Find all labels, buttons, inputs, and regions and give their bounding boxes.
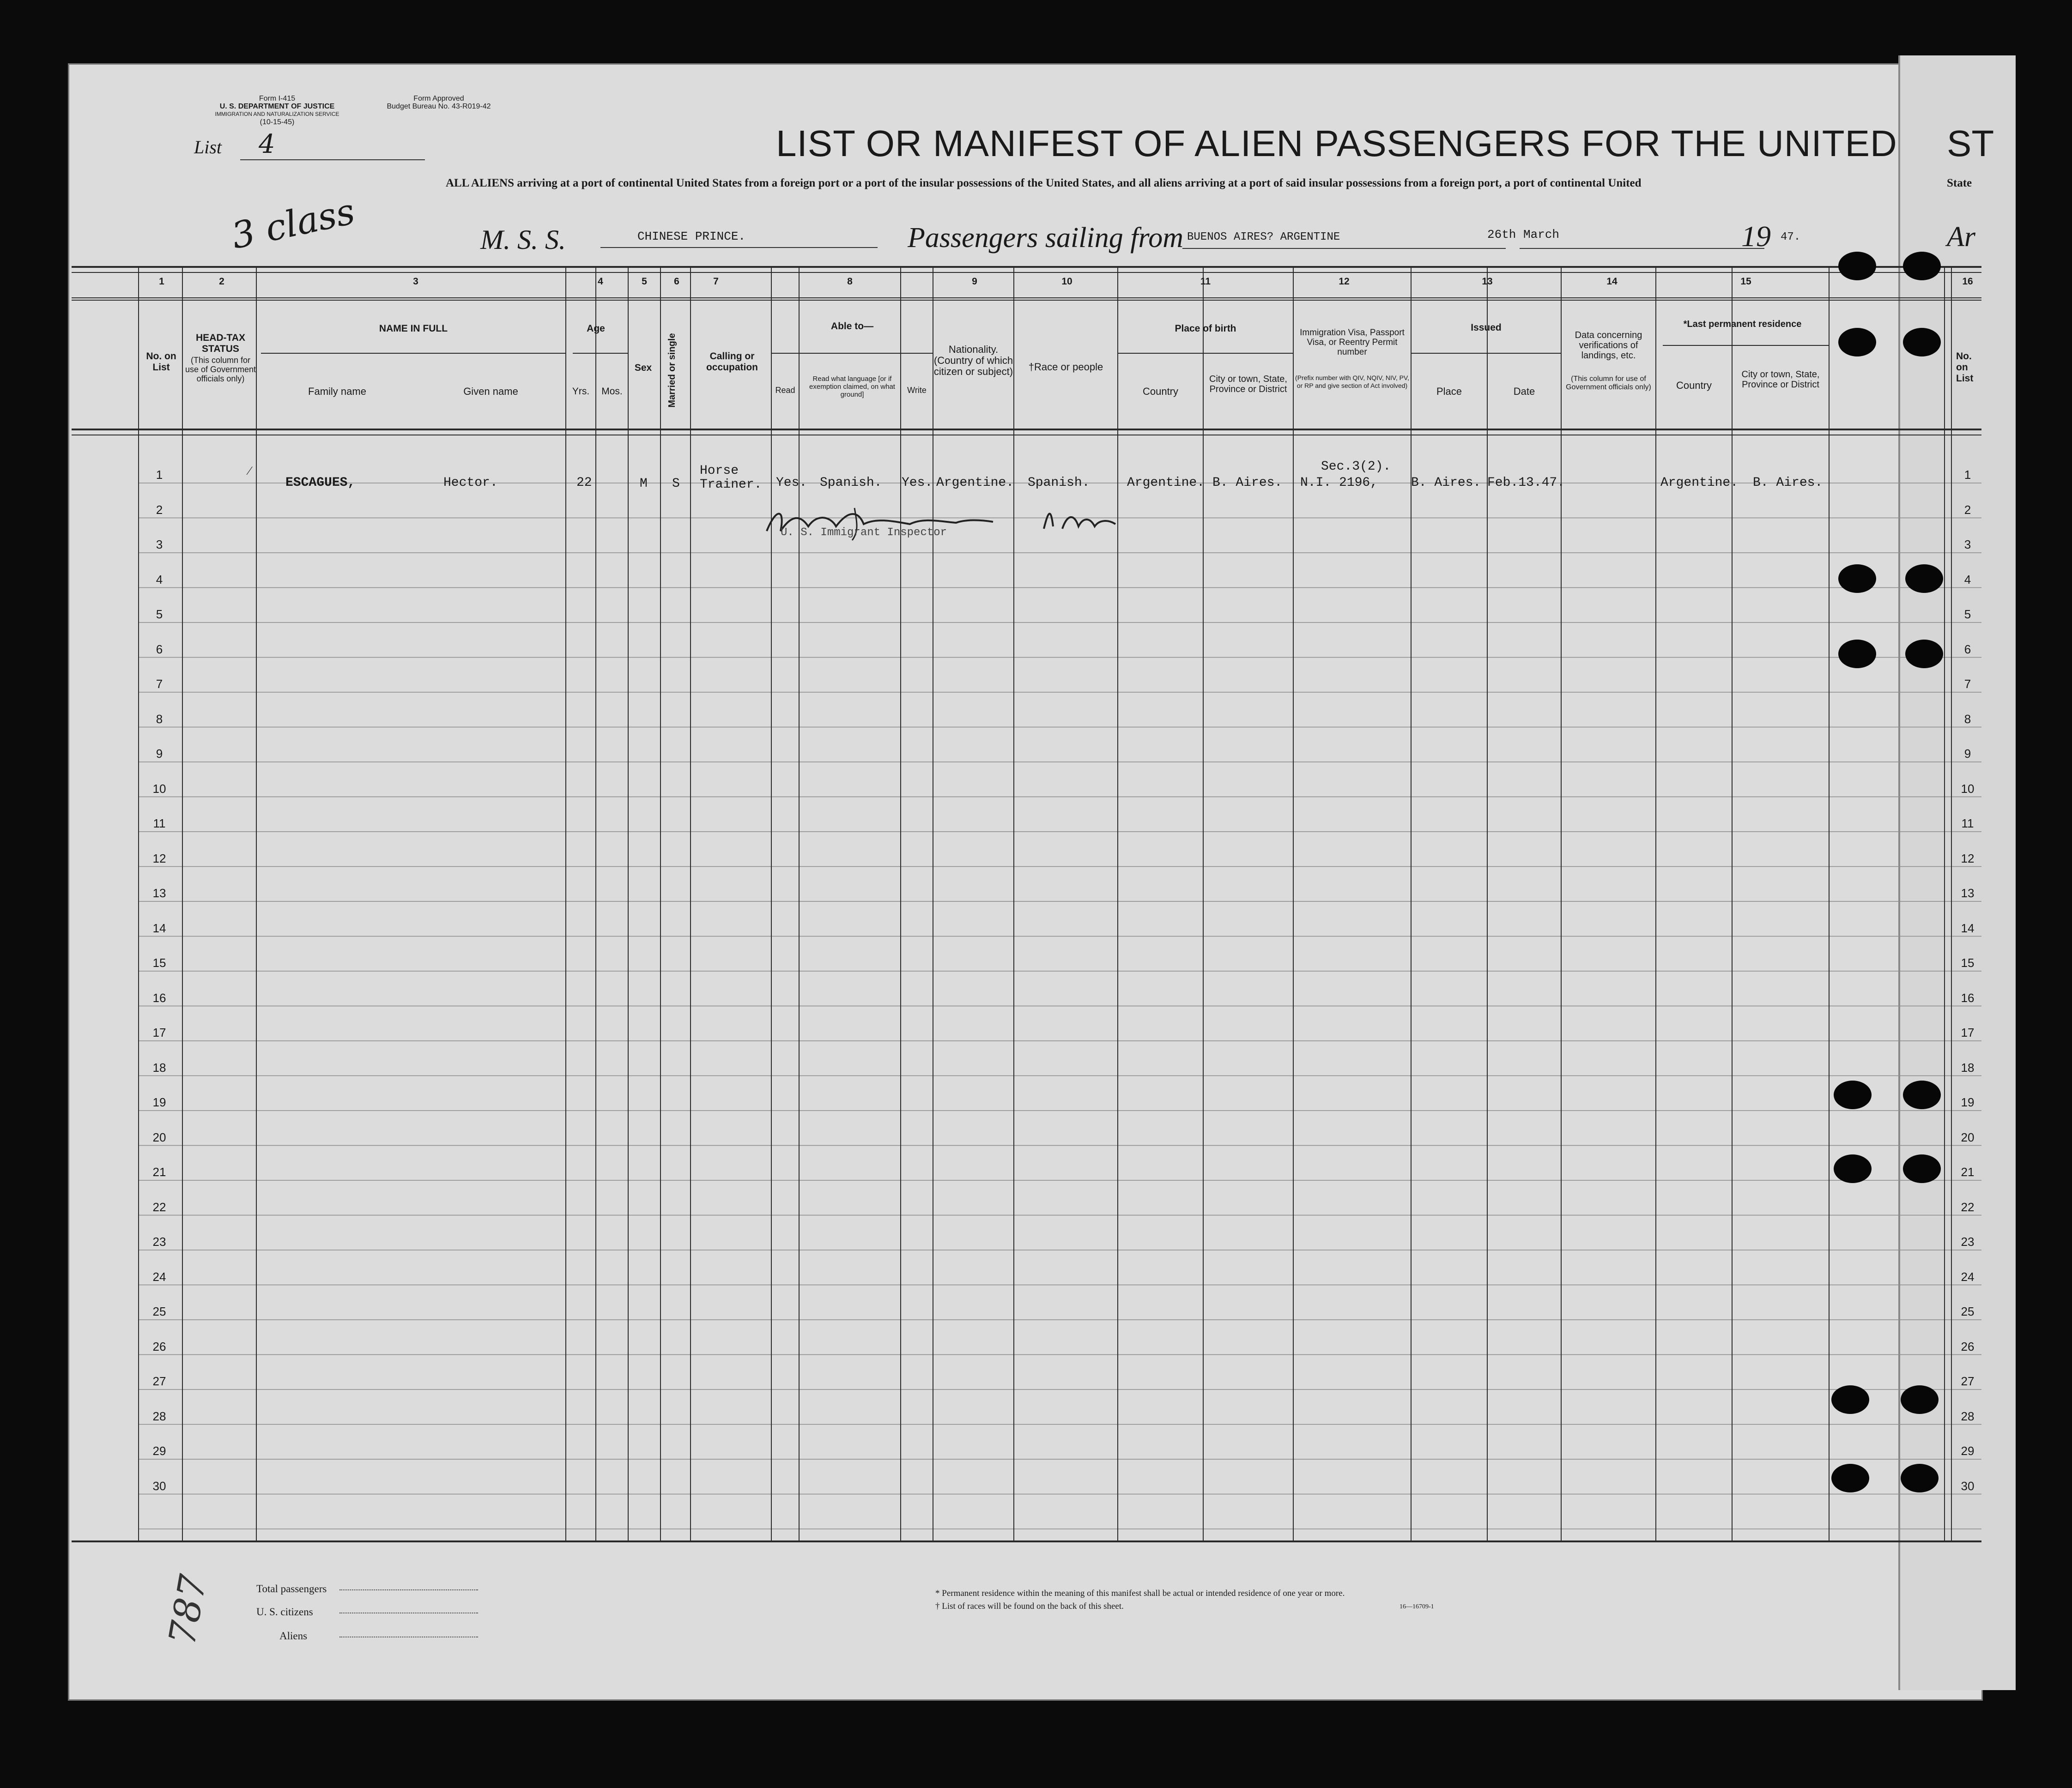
row-number-right: 14 [1961,921,1975,935]
row-number-right: 12 [1961,851,1975,865]
row-number-left: 28 [152,1409,166,1423]
col-2-note: (This column for use of Government officials only) [185,356,256,383]
col-13-place: Place [1436,386,1462,397]
col-14-note: (This column for use of Government officials only) [1566,375,1651,391]
row-number-right: 4 [1964,572,1971,586]
row-number-right: 22 [1961,1200,1975,1214]
birth-city: B. Aires. [1212,476,1283,490]
row-number-right: 26 [1961,1339,1975,1353]
col-10-label: †Race or people [1028,361,1103,373]
row-number-right: 18 [1961,1060,1975,1075]
departure-port: BUENOS AIRES? ARGENTINE [1187,231,1340,243]
col-16-number: 16 [1962,276,1973,287]
manifest-title: LIST OR MANIFEST OF ALIEN PASSENGERS FOR THE UNITED [776,123,1897,164]
title-continuation: ST [1947,123,1994,164]
row-number-right: 19 [1961,1095,1975,1109]
row-number-right: 15 [1961,956,1975,970]
row-number-left: 1 [156,468,163,482]
sex: M [640,477,648,491]
budget-info: Form Approved Budget Bureau No. 43-R019-42 [387,95,491,110]
row-number-left: 3 [156,538,163,551]
able-read: Yes. [776,476,807,490]
col-15-number: 15 [1740,276,1751,287]
head-tax-mark: ⁄ [248,464,251,477]
given-name: Hector. [443,476,498,490]
col-15-country: Country [1676,380,1712,391]
row-number-right: 16 [1961,991,1975,1005]
subtitle-continuation: State [1947,177,1972,189]
col-7-label: Calling or occupation [706,351,758,373]
col-8-write: Write [907,386,927,395]
visa-number: N.I. 2196, [1300,476,1378,490]
col-8-read: Read [775,386,795,395]
col-4-years: Yrs. [572,386,590,397]
row-number-right: 24 [1961,1269,1975,1284]
row-number-left: 9 [156,747,163,761]
row-number-left: 24 [152,1269,166,1284]
row-number-left: 29 [152,1444,166,1458]
row-number-left: 30 [152,1479,166,1493]
able-write: Yes. [902,476,933,490]
col-4-months: Mos. [601,386,623,397]
handwritten-race-initials [1035,501,1127,533]
print-code: 16—16709-1 [1400,1603,1434,1610]
col-13-date: Date [1513,386,1535,397]
residence-city: B. Aires. [1753,476,1823,490]
us-citizens-label: U. S. citizens [256,1606,313,1618]
form-info: Form I-415 U. S. DEPARTMENT OF JUSTICE IMMIGRATION AND NATURALIZATION SERVICE (10-15-45) [215,95,339,126]
col-11-country: Country [1142,386,1179,397]
row-number-left: 22 [152,1200,166,1214]
footnote-residence: * Permanent residence within the meaning of this manifest shall be actual or intended residence of one year or more. [935,1589,1345,1598]
col-9-label: Nationality. (Country of which citizen or subject) [933,344,1013,377]
row-number-right: 21 [1961,1165,1975,1179]
row-number-right: 10 [1961,781,1975,796]
row-number-left: 11 [153,816,166,830]
col-2-number: 2 [219,276,224,287]
col-11-city: City or town, State, Province or District [1209,374,1287,394]
list-number: 4 [259,129,275,159]
col-13-number: 13 [1482,276,1493,287]
row-number-right: 1 [1964,468,1971,482]
col-4-number: 4 [598,276,603,287]
aliens-label: Aliens [279,1630,308,1642]
total-passengers-line [339,1589,478,1590]
col-3-label: NAME IN FULL [379,323,448,334]
col-14-label: Data concerning verifications of landings, etc. [1575,330,1642,361]
row-number-right: 23 [1961,1235,1975,1249]
row-number-left: 27 [152,1374,166,1388]
row-number-left: 15 [152,956,166,970]
col-10-number: 10 [1061,276,1072,287]
year-value: 47. [1781,231,1801,243]
footnote-races: † List of races will be found on the back of this sheet. [935,1601,1124,1611]
col-3-number: 3 [413,276,418,287]
residence-country: Argentine. [1660,476,1739,490]
col-8-number: 8 [847,276,853,287]
col-5-label: Sex [634,362,652,373]
row-number-right: 30 [1961,1479,1975,1493]
row-number-left: 16 [152,991,166,1005]
row-number-right: 13 [1961,886,1975,900]
col-9-number: 9 [972,276,977,287]
read-language: Spanish. [820,476,882,490]
row-number-right: 2 [1964,502,1971,517]
col-1-number: 1 [159,276,164,287]
row-number-right: 29 [1961,1444,1975,1458]
sailing-label: Passengers sailing from [908,222,1184,254]
row-number-left: 6 [156,642,163,656]
vessel-name: CHINESE PRINCE. [637,230,746,243]
col-8-label: Able to— [830,321,874,332]
row-number-left: 26 [152,1339,166,1353]
manifest-subtitle: ALL ALIENS arriving at a port of continental United States from a foreign port or a port of the insular possessions of the United States, and all aliens arriving at a port of said insular possessions from a foreign port, a port of continental United [446,177,1642,189]
row-number-left: 2 [156,502,163,517]
col-12-number: 12 [1339,276,1350,287]
row-number-right: 20 [1961,1130,1975,1144]
row-number-left: 13 [152,886,166,900]
col-7-number: 7 [713,276,719,287]
page-mark: 787 [160,1571,215,1649]
row-number-right: 5 [1964,607,1971,621]
row-number-right: 25 [1961,1305,1975,1318]
marital-status: S [672,477,680,491]
handwritten-class-note: 3 class [228,190,359,258]
col-12-note: (Prefix number with QIV, NQIV, NIV, PV, or RP and give section of Act involved) [1295,374,1409,389]
vessel-prefix: M. S. S. [480,224,566,255]
row-number-left: 4 [156,572,163,586]
row-number-left: 5 [156,607,163,621]
col-6-label: Married or single [667,333,677,408]
inspector-signature [757,499,1007,550]
race: Spanish. [1028,476,1090,490]
year-prefix: 19 [1741,220,1771,253]
row-number-left: 23 [152,1235,166,1249]
total-passengers-label: Total passengers [256,1583,327,1595]
row-number-left: 10 [152,781,166,796]
col-4-label: Age [587,323,605,334]
family-name: ESCAGUES, [285,476,356,490]
birth-country: Argentine. [1127,476,1205,490]
row-number-left: 7 [156,677,163,691]
continuation-prefix: Ar [1947,221,1975,253]
inspector-stamp: U. S. Immigrant Inspector [781,526,947,539]
row-number-left: 14 [152,921,166,935]
row-number-left: 19 [152,1095,166,1109]
row-number-left: 17 [152,1026,166,1039]
row-number-right: 17 [1961,1026,1975,1039]
col-16-label: No. on List [1956,351,1974,384]
age-years: 22 [576,476,592,490]
nationality: Argentine. [936,476,1014,490]
row-number-left: 21 [152,1165,166,1179]
row-number-right: 9 [1964,747,1971,761]
col-3-given: Given name [463,386,518,397]
row-number-right: 8 [1964,712,1971,726]
col-13-label: Issued [1471,322,1502,333]
occupation: Horse Trainer. [700,464,762,492]
col-6-number: 6 [674,276,679,287]
sailing-date: 26th March [1487,228,1560,242]
col-8-language: Read what language [or if exemption claimed, on what ground] [809,375,895,399]
row-number-right: 27 [1961,1374,1975,1388]
col-15-label: *Last permanent residence [1683,319,1802,329]
col-11-number: 11 [1200,276,1211,287]
row-number-left: 20 [152,1130,166,1144]
list-label: List [194,137,222,157]
row-number-left: 8 [156,712,163,726]
col-12-label: Immigration Visa, Passport Visa, or Reentry Permit number [1300,328,1405,357]
col-5-number: 5 [642,276,647,287]
issued-place: B. Aires. [1411,476,1481,490]
row-number-right: 3 [1964,538,1971,551]
row-number-left: 12 [152,851,166,865]
col-2-label: HEAD-TAX STATUS [196,332,245,354]
row-number-left: 18 [152,1060,166,1075]
col-15-city: City or town, State, Province or District [1741,369,1820,390]
row-number-right: 7 [1964,677,1971,691]
visa-section: Sec.3(2). [1321,459,1391,474]
row-number-right: 6 [1964,642,1971,656]
col-11-label: Place of birth [1175,323,1236,334]
col-14-number: 14 [1606,276,1618,287]
row-number-right: 11 [1961,816,1974,830]
col-1-label: No. on List [146,351,176,373]
row-number-left: 25 [152,1305,166,1318]
issued-date: Feb.13.47. [1487,476,1565,490]
col-3-family: Family name [308,386,366,397]
row-number-right: 28 [1961,1409,1975,1423]
